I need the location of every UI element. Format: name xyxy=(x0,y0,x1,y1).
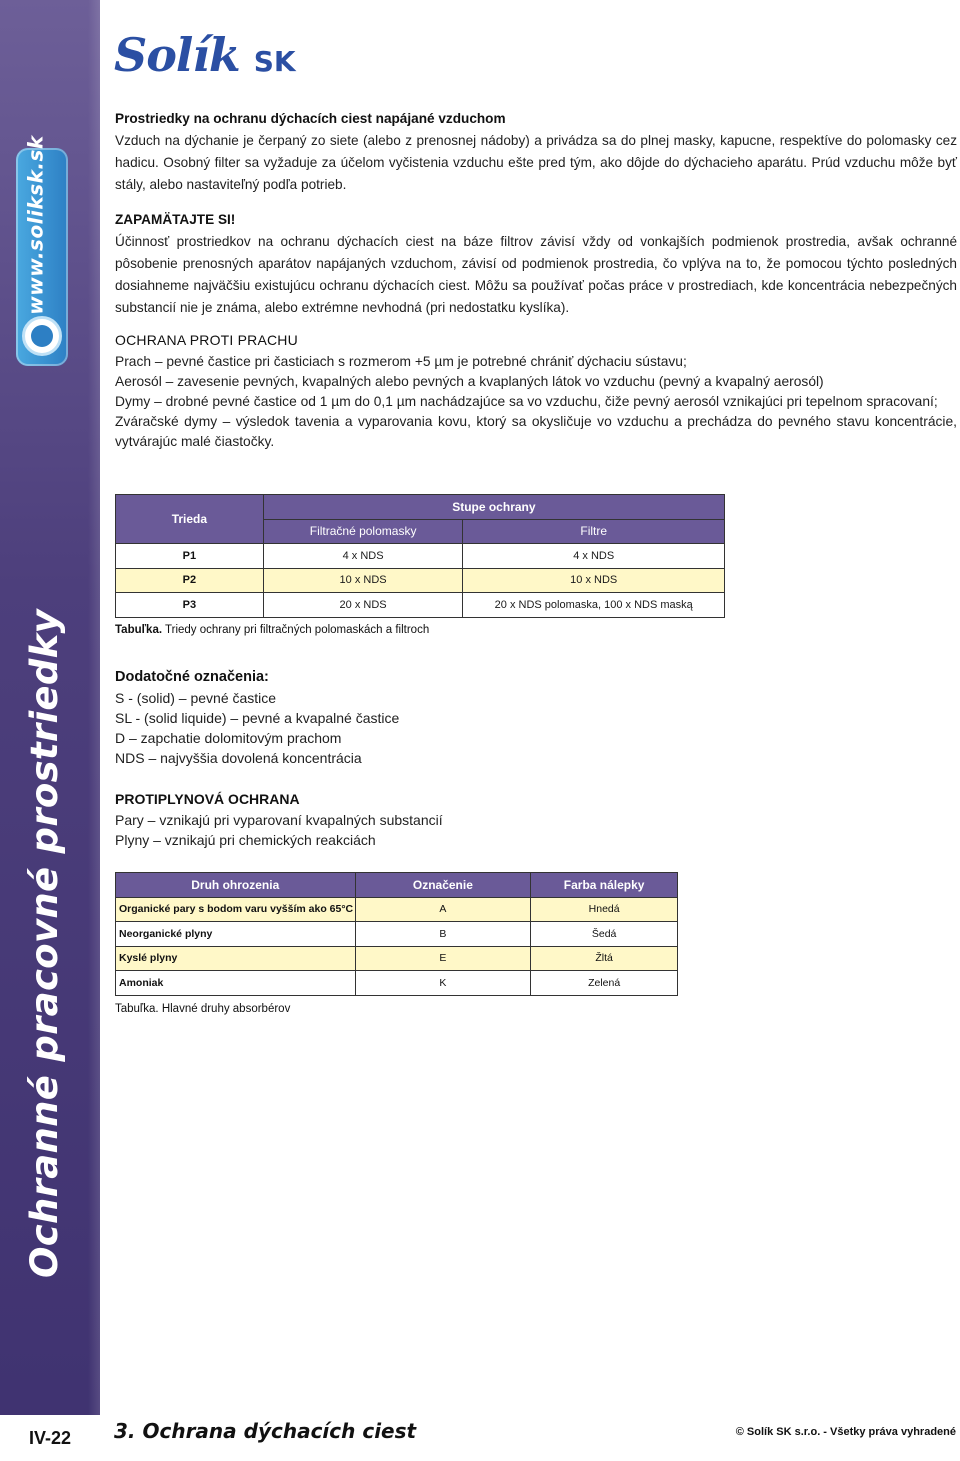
brand-logo xyxy=(114,28,296,84)
section-title: OCHRANA PROTI PRACHU xyxy=(115,332,298,348)
table-header: Farba nálepky xyxy=(531,873,678,898)
protection-class-table xyxy=(115,494,725,618)
table-row xyxy=(116,922,678,947)
table-cell: Kyslé plyny xyxy=(116,946,356,971)
section-text: Účinnosť prostriedkov na ochranu dýchacích ciest na báze filtrov závisí vždy od vonkajších podmienok prostredia, avšak ochranné pôsobenie prenosných aparátov napájaných vzduchom, závisí od podmienok prostredia, čo vplýva na to, že pomocou týchto posledných dosiahneme najväčšiu existujúcu ochranu dýchacích ciest. Môžu sa používať počas práce v prostrediach, kde koncentrácia nebezpečných substancií nie je známa, alebo extrémne nevhodná (pri nedostatku kyslíka). xyxy=(115,234,957,315)
logo-suffix-text: SK xyxy=(253,45,296,78)
table-cell: K xyxy=(355,971,531,996)
mark-line: S - (solid) – pevné častice xyxy=(115,690,277,706)
gas-line: Pary – vznikajú pri vyparovaní kvapalných substancií xyxy=(115,812,443,828)
mark-line: D – zapchatie dolomitovým prachom xyxy=(115,730,342,746)
gas-line: Plyny – vznikajú pri chemických reakciách xyxy=(115,832,376,848)
section-additional-marks xyxy=(115,666,957,768)
footer-chapter-title: 3. Ochrana dýchacích ciest xyxy=(114,1419,417,1443)
table-cell: 10 x NDS xyxy=(263,568,463,593)
table-cell: Žltá xyxy=(531,946,678,971)
table-cell: 4 x NDS xyxy=(463,544,725,569)
table-cell: Zelená xyxy=(531,971,678,996)
section-gas-protection xyxy=(115,788,957,850)
absorber-table xyxy=(115,872,678,996)
mark-line: NDS – najvyššia dovolená koncentrácia xyxy=(115,750,362,766)
page-number: IV-22 xyxy=(0,1415,100,1461)
table-cell: P3 xyxy=(116,593,264,618)
table-cell: Šedá xyxy=(531,922,678,947)
mark-line: SL - (solid liquide) – pevné a kvapalné častice xyxy=(115,710,400,726)
table-header: Druh ohrozenia xyxy=(116,873,356,898)
table-caption: Tabuľka. Hlavné druhy absorbérov xyxy=(115,1003,291,1015)
table-cell: Amoniak xyxy=(116,971,356,996)
table-row xyxy=(116,593,725,618)
table-row xyxy=(116,946,678,971)
table-row xyxy=(116,568,725,593)
table-header-group: Stupe ochrany xyxy=(263,495,724,520)
table-row xyxy=(116,971,678,996)
table-row xyxy=(116,544,725,569)
table-caption: Tabuľka. Triedy ochrany pri filtračných polomaskách a filtroch xyxy=(115,624,430,636)
section-title: PROTIPLYNOVÁ OCHRANA xyxy=(115,791,300,807)
table-header: Označenie xyxy=(355,873,531,898)
table-cell: E xyxy=(355,946,531,971)
section-air-supplied xyxy=(115,108,957,196)
dust-line: Aerosól – zavesenie pevných, kvapalných alebo pevných a kvaplaných látok vo vzduchu (pevný a kvapalný aerosól) xyxy=(115,374,824,389)
table-cell: Organické pary s bodom varu vyšším ako 65°C xyxy=(116,897,356,922)
footer-copyright: © Solík SK s.r.o. - Všetky práva vyhradené xyxy=(735,1426,956,1438)
sidebar-highlight xyxy=(88,0,100,1461)
table-cell: A xyxy=(355,897,531,922)
section-text: Vzduch na dýchanie je čerpaný zo siete (alebo z prenosnej nádoby) a privádza sa do plnej masky, kapucne, respektíve do polomasky cez hadicu. Osobný filter sa vyžaduje za účelom vyčistenia vzduchu ešte pred tým, ako dôjde do dýchacieho aparátu. Prúd vzduchu môže byť stály, alebo nastaviteľný podľa potrieb. xyxy=(115,133,957,192)
section-title: Prostriedky na ochranu dýchacích ciest napájané vzduchom xyxy=(115,111,506,126)
section-remember xyxy=(115,206,957,319)
table-row xyxy=(116,897,678,922)
table-cell: 10 x NDS xyxy=(463,568,725,593)
table-header-col1: Filtračné polomasky xyxy=(263,519,463,544)
table-cell: 20 x NDS xyxy=(263,593,463,618)
section-title: ZAPAMÄTAJTE SI! xyxy=(115,212,236,227)
section-title-vertical: Ochranné pracovné prostriedky xyxy=(22,608,66,1278)
section-title: Dodatočné označenia: xyxy=(115,669,269,685)
website-url[interactable]: www.soliksk.sk xyxy=(24,135,49,315)
section-dust-protection xyxy=(115,328,957,452)
table-cell: Hnedá xyxy=(531,897,678,922)
dust-line: Zváračské dymy – výsledok tavenia a vyparovania kovu, ktorý sa okysličuje vo vzduchu a prechádza do pevného stavu koncentrácie, vytvárajúc malé čiastočky. xyxy=(115,414,957,449)
table-cell: Neorganické plyny xyxy=(116,922,356,947)
website-logo-icon xyxy=(22,316,62,356)
dust-line: Prach – pevné častice pri časticiach s rozmerom +5 µm je potrebné chrániť dýchaciu sústavu; xyxy=(115,354,687,369)
table-cell: P1 xyxy=(116,544,264,569)
table-header-col2: Filtre xyxy=(463,519,725,544)
table-cell: B xyxy=(355,922,531,947)
dust-line: Dymy – drobné pevné častice od 1 µm do 0,1 µm nachádzajúce sa vo vzduchu, čiže pevný aerosól vznikajúci pri tepelnom spracovaní; xyxy=(115,394,938,409)
table-header-class: Trieda xyxy=(116,495,264,544)
logo-main-text: Solík xyxy=(114,28,240,82)
table-cell: 4 x NDS xyxy=(263,544,463,569)
table-cell: P2 xyxy=(116,568,264,593)
table-cell: 20 x NDS polomaska, 100 x NDS maską xyxy=(463,593,725,618)
